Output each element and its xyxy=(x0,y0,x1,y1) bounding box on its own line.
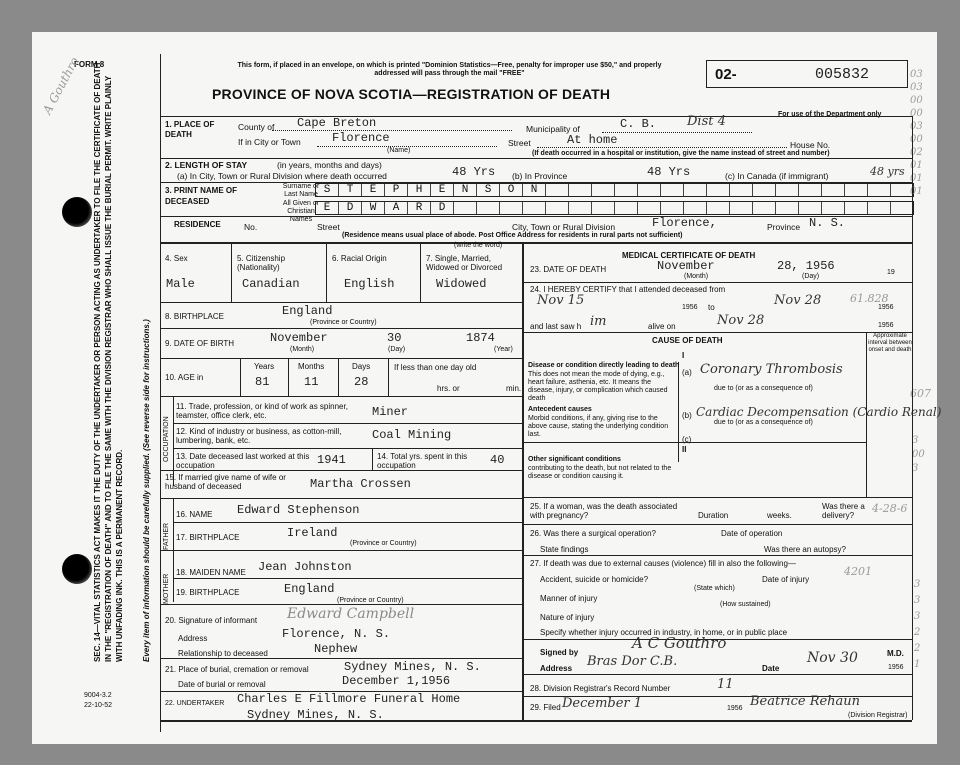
cause-a: Coronary Thrombosis xyxy=(700,362,843,377)
mother-maiden-name: Jean Johnston xyxy=(258,560,352,574)
racial-origin-value: English xyxy=(344,277,395,291)
father-name: Edward Stephenson xyxy=(237,503,360,517)
age-days: 28 xyxy=(354,375,369,389)
stay-city-value: 48 Yrs xyxy=(452,165,496,179)
burial-date: December 1,1956 xyxy=(342,674,451,688)
street-value: At home xyxy=(567,133,618,147)
registration-prefix: 02- xyxy=(715,66,737,83)
punch-hole-top xyxy=(62,197,92,227)
cause-b: Cardiac Decompensation (Cardio Renal) xyxy=(696,405,942,419)
pencil-note-2: 4201 xyxy=(844,565,872,578)
pencil-note-a: 61.828 xyxy=(850,292,889,305)
marital-value: Widowed xyxy=(436,277,487,291)
father-birthplace: Ireland xyxy=(287,526,338,540)
dob-day: 30 xyxy=(387,331,402,345)
district-value: Dist 4 xyxy=(687,114,726,129)
filed-date: December 1 xyxy=(562,696,643,711)
total-years-value: 40 xyxy=(490,453,505,467)
print-name-label: 3. PRINT NAME OF DECEASED xyxy=(165,186,238,206)
right-margin-pencil: 03 03 00 00 03 00 02 01 01 01 xyxy=(910,69,923,197)
surname-cells: S T E P H E N S O N xyxy=(315,183,914,197)
informant-relation: Nephew xyxy=(314,642,358,656)
undertaker-address: Sydney Mines, N. S. xyxy=(247,708,384,722)
attended-to: Nov 28 xyxy=(774,293,822,308)
city-value: Florence xyxy=(332,131,390,145)
form-number: FORM 8 xyxy=(74,60,105,69)
mother-birthplace: England xyxy=(284,582,335,596)
cause-of-death-header: CAUSE OF DEATH xyxy=(652,336,723,345)
margin-signature: A Gouthro xyxy=(40,54,82,117)
death-registration-form: FORM 8 A Gouthro This form, if placed in an envelope, on which is printed "Dominion Statistics—Free, penalty for improper use $50," and properly addressed will pass through the mail "FREE" PROVINCE OF NOVA SCOTIA—REGISTRATION OF DEATH 02- 005832 For use of the Department only SEC. 14—VITAL STATISTICS ACT MAKES IT THE DUTY OF THE UNDERTAKER OR PERSON ACTING AS UNDERTAKER TO FILE THE CERTIFICATE OF DEATH IN THE "REGISTRATION OF DEATH" AND TO FILE THE SAME WITH THE DIVISION REGISTRAR WHO SHALL ISSUE THE BURIAL PERMIT. WRITE PLAINLY WITH UNFADING INK. THIS IS A PERMANENT RECORD. Every item of information should be carefully supplied. (See reverse side for instructions.) 9004-3.2 22-10-52 1. PLACE OF DEATH County of Cape Breton Municipality of C. B. Dist 4 If in City or Town Florence (Name) Street At home House No. (If death occurred in a hospital or institution, give the name instead of street and number) 2. LENGTH OF STAY (in years, months and days) (a) In City, Town or Rural Division where death occurred 48 Yrs (b) In Province 48 Yrs (c) In Canada (if immigrant) 48 yrs 3. PRINT NAME OF DECEASED Surname or Last Name S T E P H E N S O N All Given or Christian Names E D W A R D RESIDENCE No. Street City, Town or Rural Division Florence, Province N. S. (Residence means usual place of abode. Post Office Address for residents in rural parts not sufficient) 4. Sex Male 5. Citizenship (Nationality) Canadian 6. Racial Origin English 7. Single, Married, Widowed or Divorced Widowed (write the word) 8. BIRTHPLACE England (Province or Country) 9. DATE OF BIRTH November 30 1874 (Month) (Day) (Year) 10. AGE in Years Months Days 81 11 28 If less than one day old hrs. or min. OCCUPATION 11. Trade, profession, or kind of work as spinner, teamster, office clerk, etc. Miner 12. Kind of industry or business, as cotton-mill, lumbering, bank, etc. Coal Mining 13. Date deceased last worked at this occupation 1941 14. Total yrs. spent in this occupation 40 15. If married give name of wife or husband of deceased Martha Crossen FATHER MOTHER 16. NAME Edward Stephenson 17. BIRTHPLACE Ireland (Province or Country) 18. MAIDEN NAME Jean Johnston 19. BIRTHPLACE England (Province or Country) 20. Signature of informant Edward Campbell Address Florence, N. S. Relationship to deceased Nephew 21. Place of burial, cremation or removal Sydney Mines, N. S. Date of burial or removal December 1,1956 22. UNDERTAKER Charles E Fillmore Funeral Home Sydney Mines, N. S. MEDICAL CERTIFICATE OF DEATH 23. DATE OF DEATH November 28, 1956 19 (Month) (Day) 24. I HEREBY CERTIFY that I attended deceased from Nov 15 1956 to Nov 28 1956 61.828 and last saw h im alive on Nov 28 1956 CAUSE OF DEATH Approximate interval between onset and death I Disease or condition directly leading to death This does not mean the mode of dying, e.g., heart failure, asthenia, etc. It means the disease, injury, or complication which caused death (a) Coronary Thrombosis due to (or as a consequence of) Antecedent causes Morbid conditions, if any, giving rise to the above cause, stating the underlying condition last. (b) Cardiac Decompensation (Cardio Renal) due to (or as a consequence of) (c) II Other significant conditions contributing to the death, but not related to the disease or condition causing it. 25. If a woman, was the death associated with pregnancy? Duration weeks. Was there a delivery? 4-28-6 26. Was there a surgical operation? Date of operation State findings Was there an autopsy? 27. If death was due to external causes (violence) fill in also the following— Accident, suicide or homicide? (State which) Date of injury 4201 Manner of injury (How sustained) Nature of injury Specify whether injury occurred in industry, in home, or in public place Signed by A C Gouthro M.D. Address Bras Dor C.B. Date Nov 30 1956 28. Division Registrar's Record Number 11 29. Filed December 1 1956 Beatrice Rehaun (Division Registrar) 03 03 00 00 03 00 02 01 01 01 3 00 3 3 3 3 2 2 1 607 xyxy=(32,32,937,744)
birthplace-value: England xyxy=(282,304,333,318)
registration-number-box xyxy=(706,60,908,88)
right-margin-pencil-lower: 3 00 3 xyxy=(912,435,925,474)
trade-value: Miner xyxy=(372,405,409,419)
last-saw-pronoun: im xyxy=(590,314,607,329)
informant-signature: Edward Campbell xyxy=(287,606,415,622)
medical-cert-header: MEDICAL CERTIFICATE OF DEATH xyxy=(622,251,756,260)
physician-signature: A C Gouthro xyxy=(632,634,727,652)
registrar-signature: Beatrice Rehaun xyxy=(750,694,861,709)
death-day: 28, 1956 xyxy=(777,259,835,273)
undertaker-name: Charles E Fillmore Funeral Home xyxy=(237,692,461,706)
dept-use-note: For use of the Department only xyxy=(778,111,882,118)
industry-value: Coal Mining xyxy=(372,428,452,442)
death-month: November xyxy=(657,259,715,273)
stay-province-value: 48 Yrs xyxy=(647,165,691,179)
physician-sign-date: Nov 30 xyxy=(807,650,858,666)
municipality-value: C. B. xyxy=(620,117,657,131)
place-of-death-label: 1. PLACE OF DEATH xyxy=(165,120,215,139)
residence-city-value: Florence, xyxy=(652,216,717,230)
footer-code-2: 22-10-52 xyxy=(84,702,113,709)
county-value: Cape Breton xyxy=(297,116,377,130)
physician-address: Bras Dor C.B. xyxy=(587,654,678,669)
dob-year: 1874 xyxy=(466,331,495,345)
mailing-notice: This form, if placed in an envelope, on which is printed "Dominion Statistics—Free, penalty for improper use $50," and properly addressed will pass through the mail "FREE" xyxy=(237,62,662,77)
pencil-note-b: 607 xyxy=(910,387,931,400)
alive-on-date: Nov 28 xyxy=(717,313,765,328)
side-instruction-note: Every item of information should be carefully supplied. (See reverse side for instructions.) xyxy=(142,319,151,662)
occupation-side-label: OCCUPATION xyxy=(163,416,170,462)
citizenship-value: Canadian xyxy=(242,277,300,291)
father-side-label: FATHER xyxy=(163,522,170,550)
registration-number: 005832 xyxy=(815,66,870,83)
last-worked-value: 1941 xyxy=(317,453,346,467)
given-name-cells: E D W A R D xyxy=(315,201,914,215)
punch-hole-bottom xyxy=(62,554,92,584)
footer-code-1: 9004-3.2 xyxy=(84,692,112,699)
residence-province-value: N. S. xyxy=(809,216,846,230)
right-margin-pencil-bottom: 3 3 3 2 2 1 xyxy=(914,579,921,670)
age-years: 81 xyxy=(255,375,270,389)
residence-label: RESIDENCE xyxy=(174,220,221,229)
record-number: 11 xyxy=(717,677,734,692)
sex-value: Male xyxy=(166,277,195,291)
spouse-value: Martha Crossen xyxy=(310,477,411,491)
mother-side-label: MOTHER xyxy=(163,573,170,604)
length-of-stay-label: 2. LENGTH OF STAY xyxy=(165,160,248,170)
side-legal-note: SEC. 14—VITAL STATISTICS ACT MAKES IT THE DUTY OF THE UNDERTAKER OR PERSON ACTING AS UNDERTAKER TO FILE THE CERTIFICATE OF DEATH IN THE "REGISTRATION OF DEATH" AND TO FILE THE SAME WITH THE DIVISION REGISTRAR WHO SHALL ISSUE THE BURIAL PERMIT. WRITE PLAINLY WITH UNFADING INK. THIS IS A PERMANENT RECORD. xyxy=(93,62,124,662)
burial-place: Sydney Mines, N. S. xyxy=(344,660,481,674)
age-months: 11 xyxy=(304,375,319,389)
dob-month: November xyxy=(270,331,328,345)
attended-from: Nov 15 xyxy=(537,293,585,308)
form-title: PROVINCE OF NOVA SCOTIA—REGISTRATION OF DEATH xyxy=(212,86,611,102)
pencil-note-1: 4-28-6 xyxy=(872,502,908,515)
informant-address: Florence, N. S. xyxy=(282,627,391,641)
stay-canada-value: 48 yrs xyxy=(870,165,905,178)
